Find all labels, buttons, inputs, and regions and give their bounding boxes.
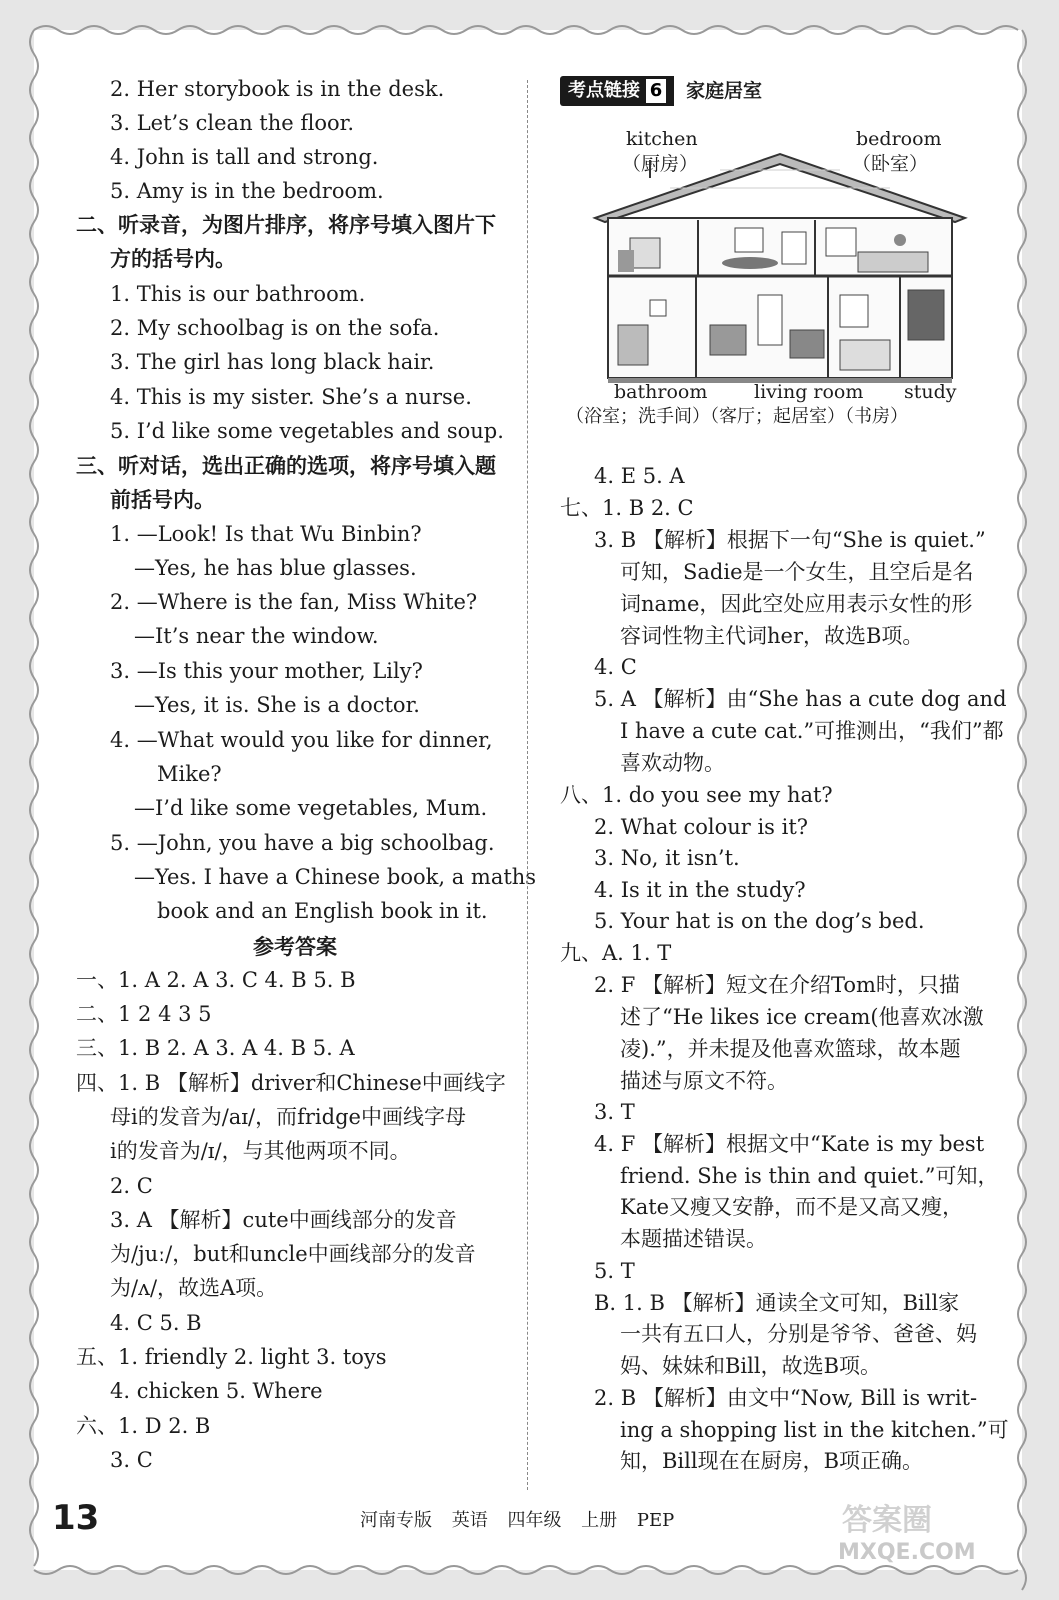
answer-line: 为/ʌ/，故选A项。 [110,1276,278,1300]
text-line: Mike? [157,762,222,786]
answer-line: 一、1. A 2. A 3. C 4. B 5. B [76,968,356,992]
page-number: 13 [52,1498,100,1538]
label-bedroom-cn: （卧室） [852,153,929,175]
topic-title: 家庭居室 [686,80,763,102]
answer-line: 词name，因此空处应用表示女性的形 [620,592,973,616]
answer-line: i的发音为/ɪ/，与其他两项不同。 [110,1139,411,1163]
answer-line: 2. What colour is it? [594,815,809,839]
answer-line: 二、1 2 4 3 5 [76,1002,212,1026]
answer-line: 3. C [110,1448,153,1472]
answer-line: 容词性物主代词her，故选B项。 [620,624,924,648]
text-line: 5. I’d like some vegetables and soup. [110,419,504,443]
text-line: 3. Let’s clean the floor. [110,111,355,135]
answer-line: 一共有五口人，分别是爷爷、爸爸、妈 [620,1322,977,1346]
section-heading: 三、听对话，选出正确的选项，将序号填入题 [76,454,496,478]
answer-line: 为/juː/，but和uncle中画线部分的发音 [110,1242,476,1266]
answer-line: 4. C [594,655,637,679]
text-line: 3. —Is this your mother, Lily? [110,659,423,683]
label-study: study [904,381,957,403]
answer-line: 述了“He likes ice cream(他喜欢冰激 [620,1005,984,1029]
answer-line: 妈、妹妹和Bill，故选B项。 [620,1354,882,1378]
answer-line: 4. F 【解析】根据文中“Kate is my best [594,1132,985,1156]
watermark-logo: 答案圈 [842,1503,932,1538]
text-line: 1. This is our bathroom. [110,282,366,306]
answer-line: 母i的发音为/aɪ/，而fridge中画线字母 [110,1105,466,1129]
answer-line: 本题描述错误。 [620,1227,767,1251]
answer-line: 4. C 5. B [110,1311,202,1335]
answer-line: ing a shopping list in the kitchen.”可 [620,1418,1009,1442]
text-line: —Yes, he has blue glasses. [134,556,417,580]
answer-line: 2. B 【解析】由文中“Now, Bill is writ- [594,1386,978,1410]
text-line: 2. My schoolbag is on the sofa. [110,316,440,340]
answer-line: 3. B 【解析】根据下一句“She is quiet.” [594,528,986,552]
answer-line: Kate又瘦又安静，而不是又高又瘦， [620,1195,964,1219]
text-line: 5. Amy is in the bedroom. [110,179,384,203]
text-line: 3. The girl has long black hair. [110,350,435,374]
badge-label: 考点链接 [568,80,640,101]
section-heading: 方的括号内。 [110,247,236,271]
answer-line: 5. A 【解析】由“She has a cute dog and [594,687,1007,711]
answer-line: 3. T [594,1100,635,1124]
answer-line: 九、A. 1. T [560,941,672,965]
answer-line: 四、1. B 【解析】driver和Chinese中画线字 [76,1071,506,1095]
answer-line: 凌).”，并未提及他喜欢篮球，故本题 [620,1037,961,1061]
answer-line: 喜欢动物。 [620,751,725,775]
answer-line: 2. F 【解析】短文在介绍Tom时，只描 [594,973,960,997]
text-line: 4. This is my sister. She’s a nurse. [110,385,472,409]
answer-line: 4. E 5. A [594,464,685,488]
text-line: —Yes, it is. She is a doctor. [134,693,420,717]
answer-line: 4. Is it in the study? [594,878,806,902]
answer-line: 4. chicken 5. Where [110,1379,323,1403]
footer-meta: 河南专版 英语 四年级 上册 PEP [360,1510,675,1531]
answer-line: 三、1. B 2. A 3. A 4. B 5. A [76,1036,355,1060]
text-line: 5. —John, you have a big schoolbag. [110,831,495,855]
answer-line: 3. A 【解析】cute中画线部分的发音 [110,1208,457,1232]
text-line: 4. —What would you like for dinner, [110,728,493,752]
text-line: book and an English book in it. [157,899,488,923]
answer-line: I have a cute cat.”可推测出，“我们”都 [620,719,1004,743]
text-line: —It’s near the window. [134,624,379,648]
label-rooms-cn: （浴室；洗手间）（客厅；起居室）（书房） [566,406,908,427]
badge-number: 6 [646,79,666,103]
text-line: 4. John is tall and strong. [110,145,379,169]
label-kitchen-cn: （厨房） [622,153,699,175]
answer-line: 5. T [594,1259,635,1283]
section-heading: 前括号内。 [110,488,215,512]
answers-title: 参考答案 [253,935,337,959]
section-heading: 二、听录音，为图片排序，将序号填入图片下 [76,213,496,237]
answer-line: 5. Your hat is on the dog’s bed. [594,909,925,933]
answer-line: B. 1. B 【解析】通读全文可知，Bill家 [594,1291,960,1315]
topic-badge [560,76,674,106]
text-line: —I’d like some vegetables, Mum. [134,796,488,820]
house-illustration [590,150,970,385]
answer-line: friend. She is thin and quiet.”可知， [620,1164,999,1188]
text-line: —Yes. I have a Chinese book, a maths [134,865,537,889]
answer-line: 描述与原文不符。 [620,1069,788,1093]
column-divider [527,80,528,1490]
answer-line: 五、1. friendly 2. light 3. toys [76,1345,387,1369]
answer-line: 3. No, it isn’t. [594,846,740,870]
watermark-url: MXQE.COM [838,1540,976,1565]
text-line: 1. —Look! Is that Wu Binbin? [110,522,422,546]
answer-line: 2. C [110,1174,153,1198]
answer-line: 可知，Sadie是一个女生，且空后是名 [620,560,974,584]
text-line: 2. —Where is the fan, Miss White? [110,590,478,614]
label-bedroom: bedroom [856,128,942,150]
answer-line: 知，Bill现在在厨房，B项正确。 [620,1449,924,1473]
answer-line: 七、1. B 2. C [560,496,694,520]
answer-line: 六、1. D 2. B [76,1414,211,1438]
label-kitchen: kitchen [626,128,698,150]
label-livingroom: living room [754,381,864,403]
label-bathroom: bathroom [614,381,708,403]
answer-line: 八、1. do you see my hat? [560,783,833,807]
text-line: 2. Her storybook is in the desk. [110,77,445,101]
